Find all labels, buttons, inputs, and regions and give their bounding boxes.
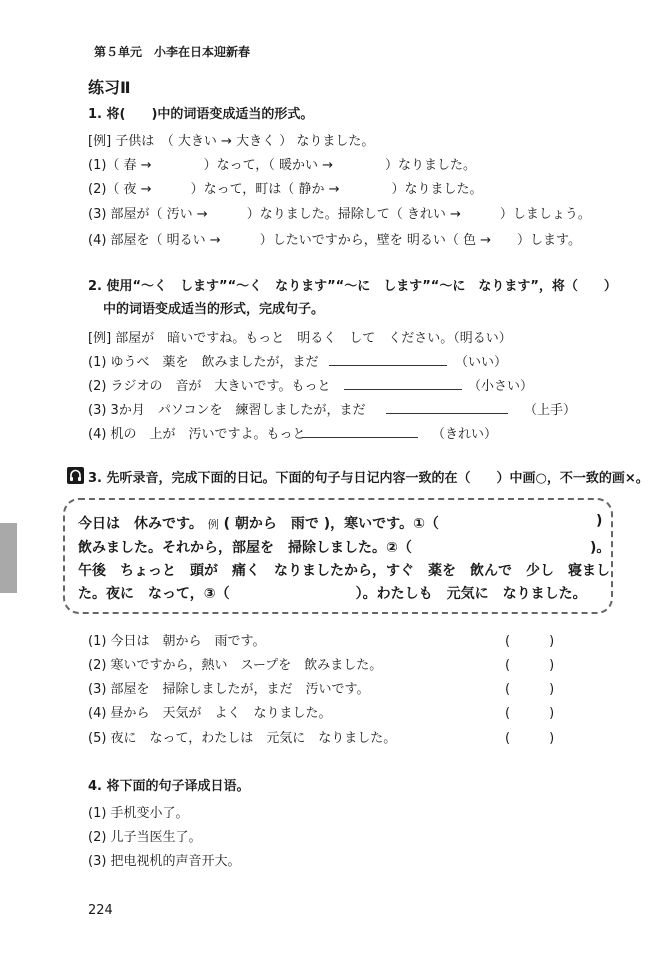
- section2-hint-1: （いい）: [455, 355, 508, 370]
- section3-item-5: (5) 夜に なって，わたしは 元気に なりました。: [88, 731, 397, 746]
- section2-item-4: [88, 423, 306, 442]
- section2-hint-4: （きれい）: [432, 427, 498, 442]
- diary-line-1: [78, 513, 439, 533]
- section3-item-3: (3) 部屋を 掃除しましたが，まだ 汚いです。: [88, 682, 370, 697]
- answer-line[interactable]: [329, 353, 447, 366]
- section4-heading: 4. 将下面的句子译成日语。: [88, 779, 250, 794]
- item-text: (3) 3か月 パソコンを 練習しましたが，まだ: [88, 403, 366, 418]
- section2-item-2: [88, 375, 331, 394]
- section2-hint-2: （小さい）: [468, 379, 534, 394]
- diary-line-3: 午後 ちょっと 頭が 痛く なりましたから，すぐ 薬を 飲んで 少し 寝まし: [78, 563, 610, 579]
- item-text: (4) 机の 上が 汚いですよ。もっと: [88, 427, 306, 442]
- section1-item-3: (3) 部屋が（ 汚い → ）なりました。掃除して（ きれい → ）しましょう。: [88, 207, 591, 222]
- section2-heading-line1: 2. 使用“～く します”“～く なります”“～に します”“～に なります”，将（ ）: [88, 279, 617, 294]
- exercise-title: 练习Ⅱ: [88, 78, 131, 97]
- answer-line[interactable]: [386, 401, 508, 414]
- unit-number: 第５单元: [94, 45, 143, 59]
- unit-title: 小李在日本迎新春: [154, 45, 251, 59]
- answer-paren-3[interactable]: ( ): [505, 682, 555, 697]
- item-text: (1) ゆうべ 薬を 飲みましたが，まだ: [88, 355, 319, 370]
- section3-item-1: (1) 今日は 朝から 雨です。: [88, 634, 266, 649]
- diary-text: 今日は 休みです。: [78, 516, 203, 532]
- section2-example: [例] 部屋が 暗いですね。もっと 明るく して ください。（明るい）: [88, 331, 512, 346]
- section2-hint-3: （上手）: [524, 403, 577, 418]
- section3-heading: 3. 先听录音，完成下面的日记。下面的句子与日记内容一致的在（ ）中画○，不一致的画×。: [88, 471, 649, 486]
- diary-line-2: 飲みました。それから，部屋を 掃除しました。②（: [78, 540, 412, 556]
- diary-blank-2-close: )。: [590, 540, 611, 556]
- section2-item-1: [88, 351, 319, 370]
- headphones-icon[interactable]: [67, 467, 84, 484]
- item-text: (2) ラジオの 音が 大きいです。もっと: [88, 379, 331, 394]
- answer-paren-5[interactable]: ( ): [505, 731, 555, 746]
- answer-paren-4[interactable]: ( ): [505, 706, 555, 721]
- section4-item-1: (1) 手机变小了。: [88, 806, 189, 821]
- section2-heading-line2: 中的词语变成适当的形式，完成句子。: [103, 302, 325, 317]
- page-edge-tab: [0, 523, 17, 593]
- section1-example: [例] 子供は （ 大きい → 大きく ） なりました。: [88, 134, 375, 149]
- section1-heading: 1. 将( )中的词语变成适当的形式。: [88, 107, 314, 122]
- diary-text: ( 朝から 雨で )，寒いです。①（: [223, 516, 439, 532]
- diary-example-mark: 例: [207, 518, 219, 531]
- section3-item-2: (2) 寒いですから，熱い スープを 飲みました。: [88, 658, 383, 673]
- answer-paren-1[interactable]: ( ): [505, 634, 555, 649]
- answer-line[interactable]: [344, 377, 462, 390]
- answer-paren-2[interactable]: ( ): [505, 658, 555, 673]
- page-number: 224: [88, 903, 113, 918]
- section4-item-2: (2) 儿子当医生了。: [88, 830, 202, 845]
- answer-line[interactable]: [302, 425, 418, 438]
- section2-item-3: [88, 399, 366, 418]
- section1-item-2: (2)（ 夜 → ）なって，町は（ 静か → ）なりました。: [88, 182, 483, 197]
- section4-item-3: (3) 把电视机的声音开大。: [88, 854, 241, 869]
- section3-item-4: (4) 昼から 天気が よく なりました。: [88, 706, 332, 721]
- diary-blank-1-close: ): [596, 513, 603, 529]
- unit-header: [94, 43, 250, 60]
- section1-item-4: (4) 部屋を（ 明るい → ）したいですから，壁を 明るい（ 色 → ）します。: [88, 233, 581, 248]
- diary-line-4: た。夜に なって，③（ ）。わたしも 元気に なりました。: [78, 586, 587, 602]
- section1-item-1: (1)（ 春 → ）なって，（ 暖かい → ）なりました。: [88, 158, 476, 173]
